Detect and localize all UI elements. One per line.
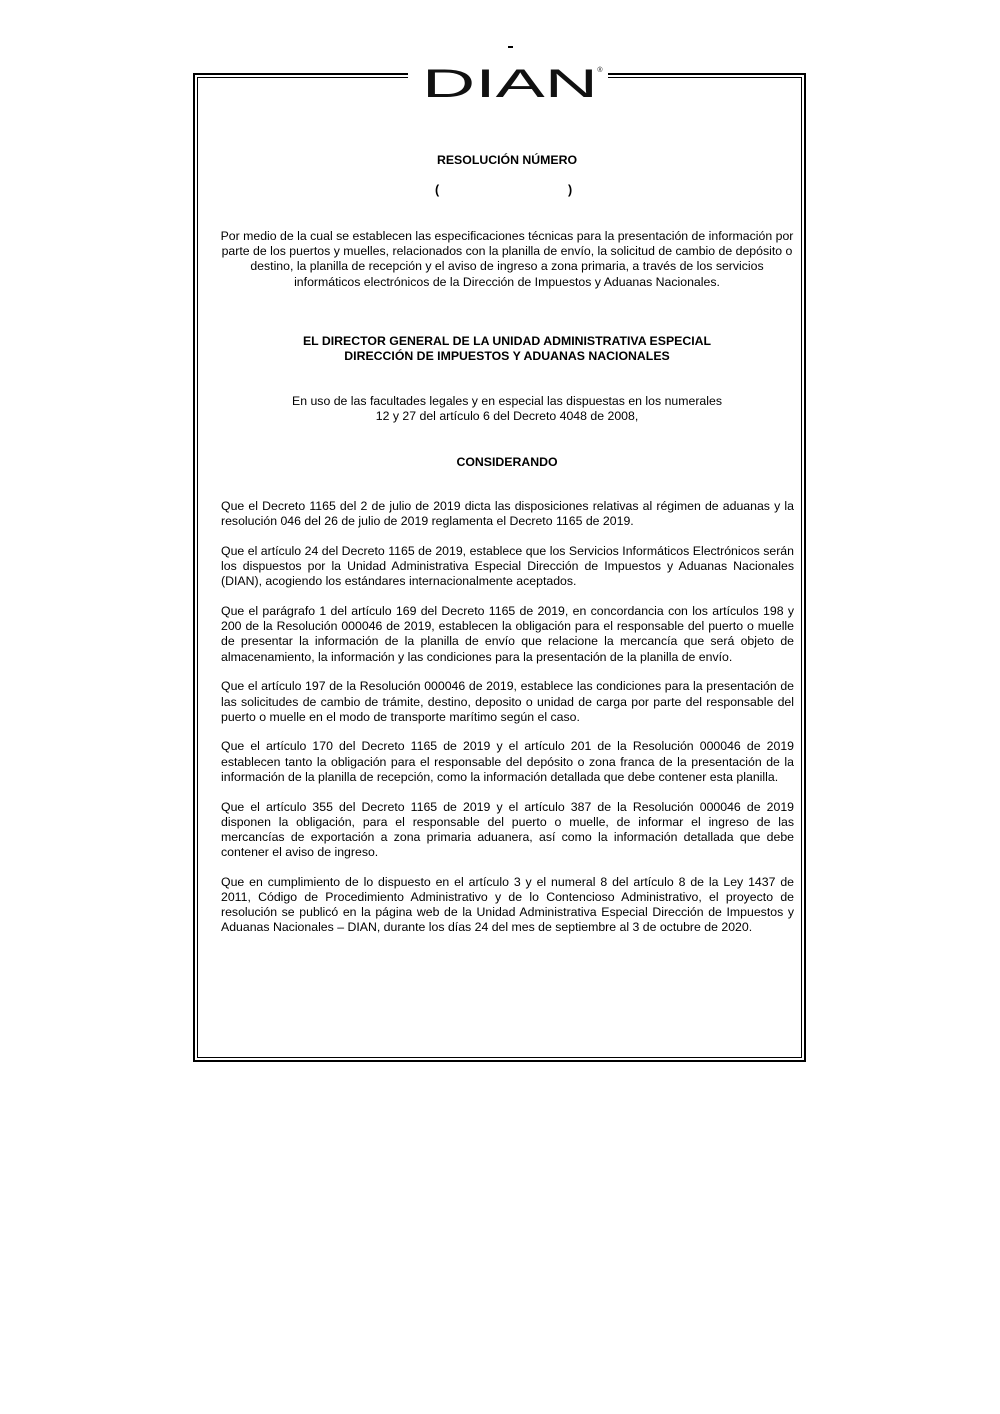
director-heading: [220, 334, 794, 364]
consideration-paragraph: Que el artículo 170 del Decreto 1165 de 2019 y el artículo 201 de la Resolución 000046 de 2019 establecen tanto la obligación para el responsable del depósito o zona franca de la presentación de la información de la planilla de recepción, como la información detallada que debe contener esta planilla.: [221, 739, 794, 784]
top-dash-mark: [508, 46, 513, 48]
powers-line-1: En uso de las facultades legales y en especial las dispuestas en los numerales: [292, 394, 722, 408]
consideration-paragraph: Que en cumplimiento de lo dispuesto en el artículo 3 y el numeral 8 del artículo 8 de la Ley 1437 de 2011, Código de Procedimiento Administrativo y de lo Contencioso Administrativo, el proyecto de resolución se publicó en la página web de la Unidad Administrativa Especial Dirección de Impuestos y Aduanas Nacionales – DIAN, durante los días 24 del mes de septiembre al 3 de octubre de 2020.: [221, 874, 794, 935]
dian-logo-text: DIAN: [422, 64, 598, 100]
consideration-paragraph: Que el Decreto 1165 del 2 de julio de 2019 dicta las disposiciones relativas al régimen de aduanas y la resolución 046 del 26 de julio de 2019 reglamenta el Decreto 1165 de 2019.: [221, 499, 794, 529]
director-line-2: DIRECCIÓN DE IMPUESTOS Y ADUANAS NACIONALES: [344, 349, 670, 364]
resolution-subject: Por medio de la cual se establecen las especificaciones técnicas para la presentación de información por parte de los puertos y muelles, relacionados con la planilla de envío, la solicitud de cambio de depósito o destino, la planilla de recepción y el aviso de ingreso a zona primaria, a través de los servicios informáticos electrónicos de la Dirección de Impuestos y Aduanas Nacionales.: [220, 229, 794, 289]
resolution-number-close-paren: ): [568, 183, 573, 197]
powers-statement: [220, 394, 794, 424]
considerando-heading: CONSIDERANDO: [456, 455, 558, 469]
registered-mark: ®: [597, 67, 603, 74]
powers-line-2: 12 y 27 del artículo 6 del Decreto 4048 de 2008,: [375, 409, 639, 424]
resolution-number-open-paren: (: [435, 183, 440, 197]
director-line-1: EL DIRECTOR GENERAL DE LA UNIDAD ADMINISTRATIVA ESPECIAL: [302, 334, 712, 348]
consideration-paragraph: Que el artículo 355 del Decreto 1165 de 2019 y el artículo 387 de la Resolución 000046 de 2019 disponen la obligación, para el responsable del puerto o muelle, de informar el ingreso de las mercancías de exportación a zona primaria aduanera, así como la información detallada que debe contener el aviso de ingreso.: [221, 799, 794, 860]
consideration-paragraph: Que el artículo 197 de la Resolución 000046 de 2019, establece las condiciones para la presentación de las solicitudes de cambio de trámite, destino, deposito o unidad de carga por parte del responsable del puerto o muelle en el modo de transporte marítimo según el caso.: [221, 679, 794, 724]
consideration-paragraph: Que el artículo 24 del Decreto 1165 de 2019, establece que los Servicios Informáticos Electrónicos serán los dispuestos por la Unidad Administrativa Especial Dirección de Impuestos y Aduanas Nacionales (DIAN), acogiendo los estándares internacionalmente aceptados.: [221, 543, 794, 589]
dian-logo: [414, 64, 604, 100]
consideration-paragraph: Que el parágrafo 1 del artículo 169 del Decreto 1165 de 2019, en concordancia con los artículos 198 y 200 de la Resolución 000046 de 2019, establecen la obligación para el responsable del puerto o muelle de presentar la información de la planilla de envío que relacione la mercancía que será objeto de almacenamiento, la información y las condiciones para la presentación de la planilla de envío.: [221, 604, 794, 664]
resolution-title: RESOLUCIÓN NÚMERO: [436, 153, 578, 167]
considerations-body: [221, 499, 794, 950]
